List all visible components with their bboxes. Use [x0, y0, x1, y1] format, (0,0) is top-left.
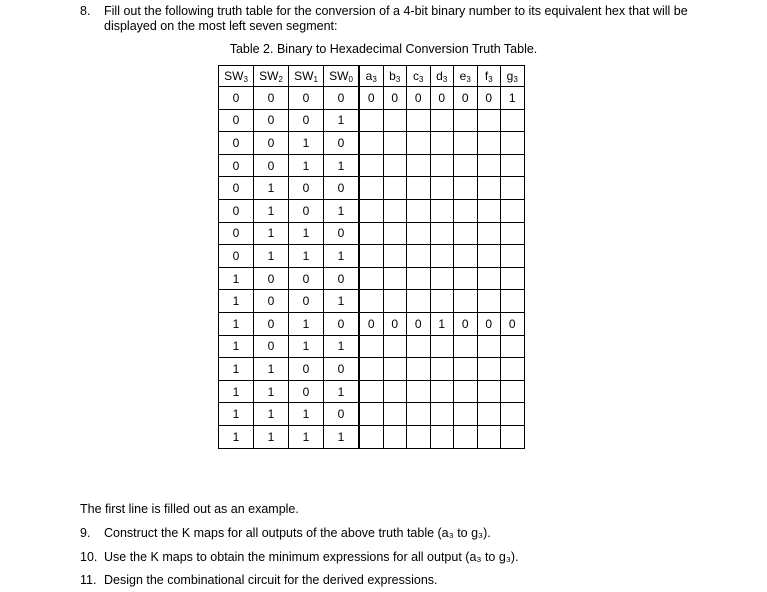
- table-cell[interactable]: 1: [430, 312, 454, 335]
- table-cell[interactable]: [407, 403, 431, 426]
- table-cell: 0: [219, 245, 254, 268]
- column-header-a3: $a_3$: [359, 66, 383, 87]
- table-cell[interactable]: [454, 358, 478, 381]
- table-cell[interactable]: 0: [477, 312, 501, 335]
- table-row: [219, 109, 525, 132]
- table-cell[interactable]: [359, 380, 383, 403]
- table-cell[interactable]: [359, 290, 383, 313]
- question-8-text: Fill out the following truth table for the conversion of a 4-bit binary number to its equivalent hex that will be displayed on the most left seven segment:: [104, 4, 688, 33]
- table-cell[interactable]: [383, 358, 407, 381]
- table-cell[interactable]: [454, 177, 478, 200]
- question-9-text: Construct the K maps for all outputs of the above truth table (a₃ to g₃).: [104, 526, 491, 540]
- table-cell[interactable]: 0: [383, 87, 407, 110]
- table-cell: 1: [289, 154, 324, 177]
- table-cell[interactable]: [359, 109, 383, 132]
- table-cell: 1: [254, 222, 289, 245]
- table-cell[interactable]: [477, 403, 501, 426]
- table-cell: 1: [219, 290, 254, 313]
- table-cell: 0: [254, 267, 289, 290]
- table-cell[interactable]: [383, 245, 407, 268]
- table-cell[interactable]: [454, 425, 478, 448]
- table-cell: 1: [289, 312, 324, 335]
- table-cell: 0: [219, 154, 254, 177]
- table-row: [219, 132, 525, 155]
- table-cell[interactable]: [430, 425, 454, 448]
- table-cell[interactable]: [407, 425, 431, 448]
- table-cell: 1: [324, 335, 360, 358]
- table-cell: 0: [324, 358, 360, 381]
- table-cell: 0: [324, 177, 360, 200]
- table-cell[interactable]: [454, 380, 478, 403]
- table-cell[interactable]: [430, 132, 454, 155]
- table-cell: 0: [324, 403, 360, 426]
- table-cell: 1: [219, 358, 254, 381]
- table-cell: 1: [254, 199, 289, 222]
- table-cell[interactable]: [383, 177, 407, 200]
- table-cell[interactable]: [407, 245, 431, 268]
- column-header-sw1: $SW_1$: [289, 66, 324, 87]
- question-9-number: 9.: [80, 526, 91, 540]
- table-cell: 0: [219, 109, 254, 132]
- table-cell[interactable]: [407, 335, 431, 358]
- table-cell: 1: [254, 380, 289, 403]
- table-cell[interactable]: [477, 425, 501, 448]
- table-cell[interactable]: [454, 132, 478, 155]
- table-row: [219, 267, 525, 290]
- table-cell[interactable]: [383, 109, 407, 132]
- table-cell: 0: [254, 312, 289, 335]
- table-cell[interactable]: [407, 177, 431, 200]
- table-cell[interactable]: [501, 267, 525, 290]
- column-header-c3: $c_3$: [407, 66, 431, 87]
- table-cell: 0: [219, 199, 254, 222]
- table-cell[interactable]: [430, 245, 454, 268]
- table-cell: 0: [219, 222, 254, 245]
- table-cell[interactable]: [383, 154, 407, 177]
- table-cell: 1: [254, 177, 289, 200]
- column-header-f3: $f_3$: [477, 66, 501, 87]
- table-cell[interactable]: [501, 154, 525, 177]
- table-cell: 1: [324, 425, 360, 448]
- table-cell[interactable]: [477, 177, 501, 200]
- table-cell[interactable]: 0: [477, 87, 501, 110]
- table-cell: 1: [289, 425, 324, 448]
- table-cell: 1: [254, 358, 289, 381]
- table-cell[interactable]: [430, 335, 454, 358]
- table-cell: 1: [324, 380, 360, 403]
- table-cell: 1: [324, 154, 360, 177]
- table-cell: 1: [254, 425, 289, 448]
- table-row: [219, 403, 525, 426]
- table-cell[interactable]: [407, 290, 431, 313]
- table-cell[interactable]: [477, 109, 501, 132]
- table-cell[interactable]: [407, 380, 431, 403]
- table-cell: 0: [254, 132, 289, 155]
- table-cell[interactable]: [383, 222, 407, 245]
- table-cell[interactable]: [359, 245, 383, 268]
- table-cell: 0: [324, 87, 360, 110]
- table-cell[interactable]: [430, 199, 454, 222]
- table-cell: 1: [289, 222, 324, 245]
- table-cell[interactable]: [359, 403, 383, 426]
- table-cell[interactable]: [430, 154, 454, 177]
- question-11-text: Design the combinational circuit for the derived expressions.: [104, 573, 438, 587]
- question-10-number: 10.: [80, 550, 98, 564]
- table-row: [219, 358, 525, 381]
- table-cell: 1: [289, 132, 324, 155]
- table-cell[interactable]: [501, 290, 525, 313]
- table-cell: 0: [289, 290, 324, 313]
- table-cell: 0: [324, 312, 360, 335]
- table-cell[interactable]: [359, 335, 383, 358]
- table-cell: 0: [254, 335, 289, 358]
- table-cell: 0: [324, 222, 360, 245]
- table-cell[interactable]: [501, 358, 525, 381]
- table-cell[interactable]: [477, 290, 501, 313]
- table-cell[interactable]: [454, 245, 478, 268]
- table-cell[interactable]: [454, 267, 478, 290]
- table-cell: 1: [219, 312, 254, 335]
- table-cell[interactable]: [383, 425, 407, 448]
- table-cell: 1: [219, 267, 254, 290]
- column-header-sw2: $SW_2$: [254, 66, 289, 87]
- table-cell[interactable]: [454, 109, 478, 132]
- table-cell[interactable]: [407, 222, 431, 245]
- table-cell[interactable]: [407, 132, 431, 155]
- table-cell[interactable]: [430, 177, 454, 200]
- table-row: [219, 177, 525, 200]
- table-cell[interactable]: [430, 267, 454, 290]
- table-cell[interactable]: [454, 199, 478, 222]
- column-header-b3: $b_3$: [383, 66, 407, 87]
- table-row: [219, 222, 525, 245]
- table-cell[interactable]: [477, 358, 501, 381]
- table-cell[interactable]: 0: [430, 87, 454, 110]
- table-cell[interactable]: [407, 109, 431, 132]
- table-cell[interactable]: [430, 109, 454, 132]
- question-11-number: 11.: [80, 573, 97, 587]
- table-cell: 1: [219, 403, 254, 426]
- table-cell[interactable]: 0: [359, 87, 383, 110]
- table-cell: 0: [254, 154, 289, 177]
- table-cell: 0: [219, 87, 254, 110]
- table-cell: 0: [254, 109, 289, 132]
- table-body: [219, 87, 525, 449]
- table-cell[interactable]: [430, 222, 454, 245]
- table-cell[interactable]: 0: [501, 312, 525, 335]
- table-cell: 1: [219, 425, 254, 448]
- table-cell[interactable]: [359, 425, 383, 448]
- question-9: [80, 526, 491, 540]
- truth-table: [218, 65, 525, 449]
- table-cell[interactable]: 0: [359, 312, 383, 335]
- question-8-number: 8.: [80, 4, 91, 18]
- column-header-g3: $g_3$: [501, 66, 525, 87]
- table-cell[interactable]: [477, 267, 501, 290]
- table-cell[interactable]: [501, 177, 525, 200]
- table-cell: 1: [254, 403, 289, 426]
- table-cell[interactable]: [430, 403, 454, 426]
- table-cell[interactable]: [383, 403, 407, 426]
- table-row: [219, 335, 525, 358]
- table-cell: 1: [324, 245, 360, 268]
- table-cell[interactable]: [501, 199, 525, 222]
- table-cell[interactable]: [454, 290, 478, 313]
- table-row: [219, 154, 525, 177]
- table-cell: 1: [254, 245, 289, 268]
- table-cell[interactable]: [477, 199, 501, 222]
- question-10: [80, 550, 519, 564]
- table-cell[interactable]: [477, 154, 501, 177]
- table-cell[interactable]: [477, 245, 501, 268]
- table-cell: 1: [289, 335, 324, 358]
- table-cell: 1: [324, 199, 360, 222]
- table-cell[interactable]: [407, 267, 431, 290]
- table-cell: 0: [289, 267, 324, 290]
- table-cell[interactable]: [383, 199, 407, 222]
- table-cell: 0: [289, 199, 324, 222]
- table-row: [219, 199, 525, 222]
- table-cell: 0: [324, 267, 360, 290]
- table-cell[interactable]: [407, 199, 431, 222]
- table-cell[interactable]: [501, 245, 525, 268]
- table-cell[interactable]: [359, 154, 383, 177]
- table-cell[interactable]: [383, 132, 407, 155]
- table-cell[interactable]: [359, 199, 383, 222]
- table-cell[interactable]: [407, 154, 431, 177]
- table-cell: 0: [219, 177, 254, 200]
- table-cell: 1: [324, 109, 360, 132]
- question-10-text: Use the K maps to obtain the minimum expressions for all output (a₃ to g₃).: [104, 550, 519, 564]
- column-header-sw0: $SW_0$: [324, 66, 360, 87]
- example-note: The first line is filled out as an example.: [80, 502, 299, 516]
- table-row: [219, 290, 525, 313]
- table-cell[interactable]: [407, 358, 431, 381]
- table-cell: 0: [289, 109, 324, 132]
- table-cell[interactable]: 0: [407, 312, 431, 335]
- table-cell[interactable]: 0: [454, 87, 478, 110]
- table-cell[interactable]: [477, 380, 501, 403]
- table-row: [219, 87, 525, 110]
- table-cell[interactable]: [501, 335, 525, 358]
- table-cell: 1: [219, 380, 254, 403]
- table-cell[interactable]: [501, 380, 525, 403]
- table-row: [219, 245, 525, 268]
- table-cell[interactable]: [430, 380, 454, 403]
- question-8: [80, 4, 740, 34]
- table-row: [219, 312, 525, 335]
- table-cell[interactable]: [359, 132, 383, 155]
- table-cell[interactable]: 1: [501, 87, 525, 110]
- table-cell: 0: [254, 87, 289, 110]
- table-cell[interactable]: [359, 177, 383, 200]
- table-cell[interactable]: [383, 267, 407, 290]
- table-cell[interactable]: [477, 222, 501, 245]
- table-cell: 1: [324, 290, 360, 313]
- column-header-e3: $e_3$: [454, 66, 478, 87]
- question-11: [80, 573, 438, 587]
- table-cell: 1: [219, 335, 254, 358]
- column-header-d3: $d_3$: [430, 66, 454, 87]
- table-cell[interactable]: [454, 222, 478, 245]
- table-cell[interactable]: [454, 403, 478, 426]
- table-cell: 0: [219, 132, 254, 155]
- table-cell: 0: [289, 177, 324, 200]
- table-row: [219, 425, 525, 448]
- table-cell: 0: [289, 380, 324, 403]
- table-cell[interactable]: [501, 109, 525, 132]
- table-cell: 1: [289, 245, 324, 268]
- table-cell: 0: [254, 290, 289, 313]
- table-cell[interactable]: [430, 358, 454, 381]
- table-cell: 0: [289, 87, 324, 110]
- table-cell[interactable]: [359, 267, 383, 290]
- table-cell[interactable]: [359, 358, 383, 381]
- table-cell: 0: [289, 358, 324, 381]
- table-cell[interactable]: [430, 290, 454, 313]
- table-cell[interactable]: 0: [383, 312, 407, 335]
- table-cell[interactable]: [501, 222, 525, 245]
- table-cell[interactable]: [359, 222, 383, 245]
- table-cell[interactable]: 0: [454, 312, 478, 335]
- table-cell[interactable]: [383, 335, 407, 358]
- table-cell[interactable]: [383, 380, 407, 403]
- table-row: [219, 380, 525, 403]
- table-cell[interactable]: [477, 335, 501, 358]
- table-cell[interactable]: [501, 425, 525, 448]
- table-cell: 0: [324, 132, 360, 155]
- table-cell[interactable]: [477, 132, 501, 155]
- table-cell[interactable]: [383, 290, 407, 313]
- table-cell[interactable]: [501, 132, 525, 155]
- table-cell[interactable]: [454, 154, 478, 177]
- column-header-sw3: $SW_3$: [219, 66, 254, 87]
- table-cell: 1: [289, 403, 324, 426]
- table-cell[interactable]: 0: [407, 87, 431, 110]
- table-header-row: [219, 66, 525, 87]
- table-cell[interactable]: [501, 403, 525, 426]
- table-caption: Table 2. Binary to Hexadecimal Conversion Truth Table.: [229, 42, 538, 56]
- table-cell[interactable]: [454, 335, 478, 358]
